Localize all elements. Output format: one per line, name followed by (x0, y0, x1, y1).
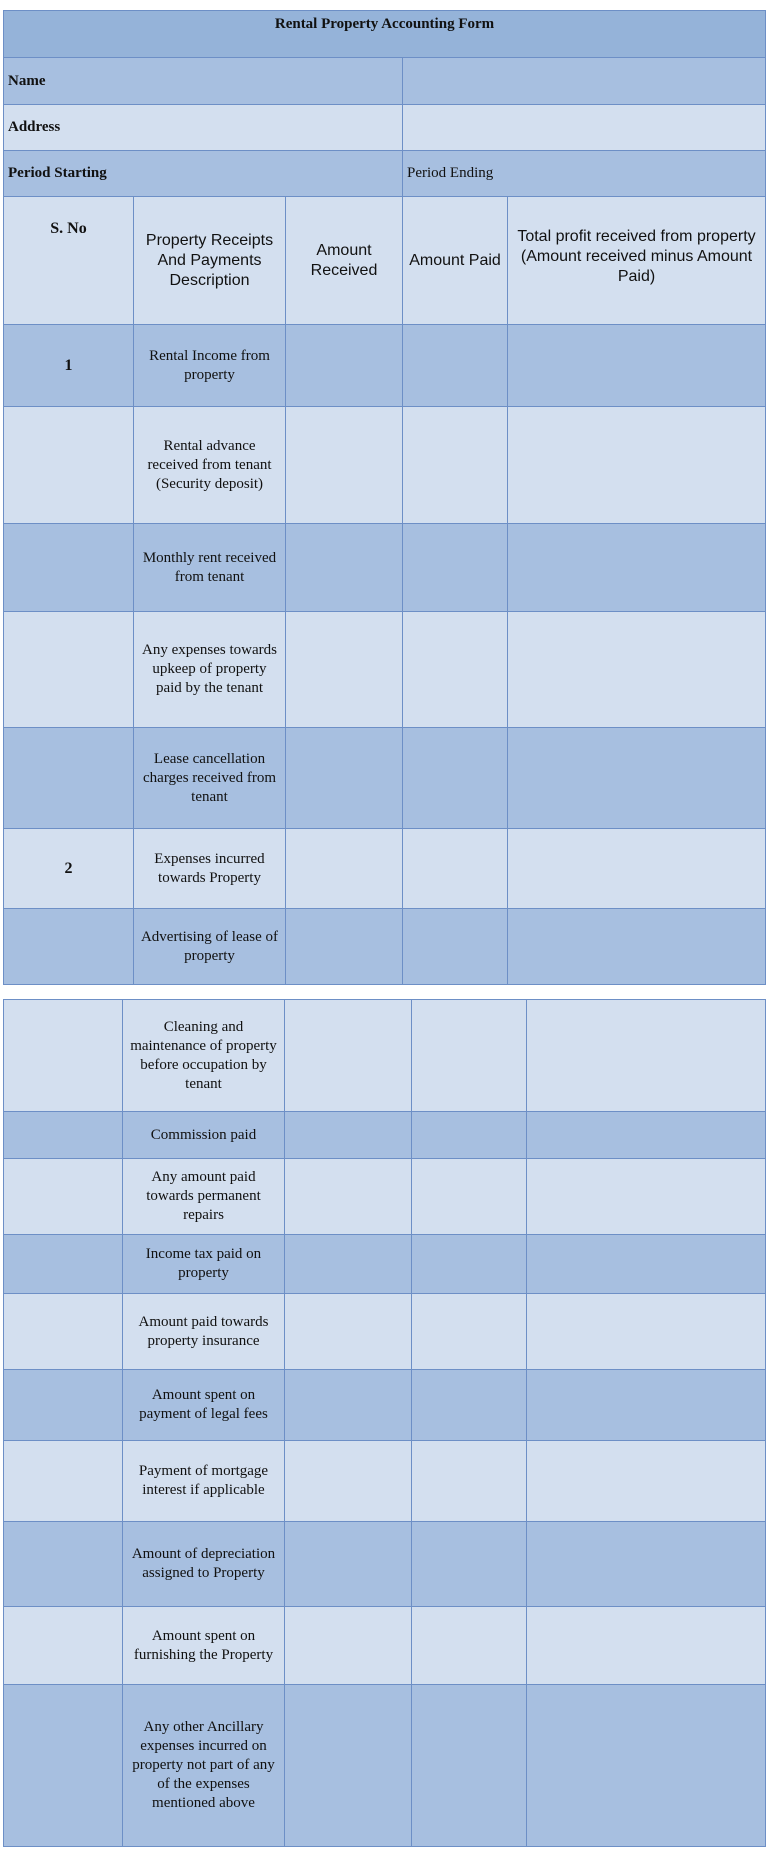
row-description: Monthly rent received from tenant (134, 524, 286, 612)
table-row (4, 1522, 766, 1607)
period-ending-label: Period Ending (403, 151, 766, 197)
total-profit-cell[interactable] (527, 1235, 766, 1294)
row-description: Any other Ancillary expenses incurred on property not part of any of the expenses mentioned above (123, 1685, 285, 1847)
amount-paid-cell[interactable] (412, 1522, 527, 1607)
table-row (4, 1159, 766, 1235)
table-row (4, 1294, 766, 1370)
row-sno (4, 1159, 123, 1235)
row-description: Amount spent on furnishing the Property (123, 1607, 285, 1685)
row-description: Advertising of lease of property (134, 909, 286, 985)
row-description: Lease cancellation charges received from tenant (134, 728, 286, 829)
amount-received-cell[interactable] (286, 829, 403, 909)
amount-paid-cell[interactable] (403, 325, 508, 407)
row-description: Any amount paid towards permanent repairs (123, 1159, 285, 1235)
table-row (4, 1370, 766, 1441)
row-sno (4, 1000, 123, 1112)
amount-received-cell[interactable] (285, 1294, 412, 1370)
form-table-page-2 (3, 999, 766, 1847)
amount-received-cell[interactable] (285, 1112, 412, 1159)
row-sno (4, 1112, 123, 1159)
row-sno (4, 1441, 123, 1522)
amount-received-cell[interactable] (286, 407, 403, 524)
row-sno (4, 1522, 123, 1607)
row-sno (4, 1235, 123, 1294)
table-row (4, 909, 766, 985)
total-profit-cell[interactable] (527, 1112, 766, 1159)
total-profit-cell[interactable] (527, 1000, 766, 1112)
amount-received-cell[interactable] (286, 325, 403, 407)
table-row (4, 1000, 766, 1112)
total-profit-cell[interactable] (508, 728, 766, 829)
amount-received-cell[interactable] (286, 612, 403, 728)
row-description: Rental advance received from tenant (Security deposit) (134, 407, 286, 524)
address-label: Address (4, 105, 403, 151)
total-profit-cell[interactable] (527, 1294, 766, 1370)
table-row (4, 1607, 766, 1685)
row-sno (4, 612, 134, 728)
period-starting-label: Period Starting (4, 151, 403, 197)
amount-paid-cell[interactable] (403, 829, 508, 909)
amount-paid-cell[interactable] (403, 612, 508, 728)
table-row (4, 524, 766, 612)
amount-received-cell[interactable] (285, 1441, 412, 1522)
amount-paid-cell[interactable] (412, 1235, 527, 1294)
amount-received-cell[interactable] (286, 524, 403, 612)
row-description: Commission paid (123, 1112, 285, 1159)
amount-paid-cell[interactable] (412, 1000, 527, 1112)
name-field[interactable] (403, 58, 766, 105)
total-profit-cell[interactable] (508, 325, 766, 407)
table-row (4, 1685, 766, 1847)
amount-paid-cell[interactable] (412, 1441, 527, 1522)
amount-received-cell[interactable] (285, 1370, 412, 1441)
amount-paid-cell[interactable] (412, 1112, 527, 1159)
form-table-page-1 (3, 10, 766, 985)
row-sno (4, 909, 134, 985)
row-sno (4, 407, 134, 524)
total-profit-cell[interactable] (527, 1441, 766, 1522)
row-sno (4, 1370, 123, 1441)
amount-paid-cell[interactable] (412, 1370, 527, 1441)
total-profit-cell[interactable] (508, 612, 766, 728)
total-profit-cell[interactable] (508, 524, 766, 612)
row-description: Payment of mortgage interest if applicable (123, 1441, 285, 1522)
table-row (4, 612, 766, 728)
table-row (4, 1112, 766, 1159)
total-profit-cell[interactable] (508, 829, 766, 909)
amount-received-cell[interactable] (285, 1000, 412, 1112)
row-description: Rental Income from property (134, 325, 286, 407)
column-header-sno: S. No (4, 197, 134, 325)
column-header-total-profit: Total profit received from property (Amount received minus Amount Paid) (508, 197, 766, 325)
row-sno (4, 1607, 123, 1685)
row-description: Income tax paid on property (123, 1235, 285, 1294)
amount-paid-cell[interactable] (412, 1159, 527, 1235)
amount-received-cell[interactable] (285, 1685, 412, 1847)
amount-received-cell[interactable] (286, 728, 403, 829)
total-profit-cell[interactable] (527, 1685, 766, 1847)
table-row (4, 728, 766, 829)
row-sno (4, 524, 134, 612)
form-title: Rental Property Accounting Form (4, 11, 766, 58)
row-sno (4, 1294, 123, 1370)
amount-received-cell[interactable] (285, 1522, 412, 1607)
amount-paid-cell[interactable] (403, 909, 508, 985)
amount-received-cell[interactable] (285, 1607, 412, 1685)
row-description: Amount of depreciation assigned to Property (123, 1522, 285, 1607)
row-sno: 2 (4, 829, 134, 909)
table-row (4, 1235, 766, 1294)
total-profit-cell[interactable] (527, 1522, 766, 1607)
row-sno: 1 (4, 325, 134, 407)
amount-received-cell[interactable] (286, 909, 403, 985)
address-field[interactable] (403, 105, 766, 151)
amount-paid-cell[interactable] (403, 728, 508, 829)
amount-paid-cell[interactable] (403, 407, 508, 524)
table-row (4, 325, 766, 407)
column-header-amount-received: Amount Received (286, 197, 403, 325)
table-row (4, 407, 766, 524)
amount-received-cell[interactable] (285, 1235, 412, 1294)
row-description: Cleaning and maintenance of property before occupation by tenant (123, 1000, 285, 1112)
table-row (4, 1441, 766, 1522)
row-sno (4, 728, 134, 829)
total-profit-cell[interactable] (508, 407, 766, 524)
total-profit-cell[interactable] (527, 1370, 766, 1441)
column-header-amount-paid: Amount Paid (403, 197, 508, 325)
name-label: Name (4, 58, 403, 105)
row-description: Any expenses towards upkeep of property paid by the tenant (134, 612, 286, 728)
amount-paid-cell[interactable] (412, 1294, 527, 1370)
row-description: Amount paid towards property insurance (123, 1294, 285, 1370)
column-header-description: Property Receipts And Payments Description (134, 197, 286, 325)
row-description: Expenses incurred towards Property (134, 829, 286, 909)
amount-paid-cell[interactable] (412, 1607, 527, 1685)
total-profit-cell[interactable] (527, 1159, 766, 1235)
row-sno (4, 1685, 123, 1847)
amount-paid-cell[interactable] (403, 524, 508, 612)
total-profit-cell[interactable] (527, 1607, 766, 1685)
amount-paid-cell[interactable] (412, 1685, 527, 1847)
total-profit-cell[interactable] (508, 909, 766, 985)
amount-received-cell[interactable] (285, 1159, 412, 1235)
row-description: Amount spent on payment of legal fees (123, 1370, 285, 1441)
table-row (4, 829, 766, 909)
